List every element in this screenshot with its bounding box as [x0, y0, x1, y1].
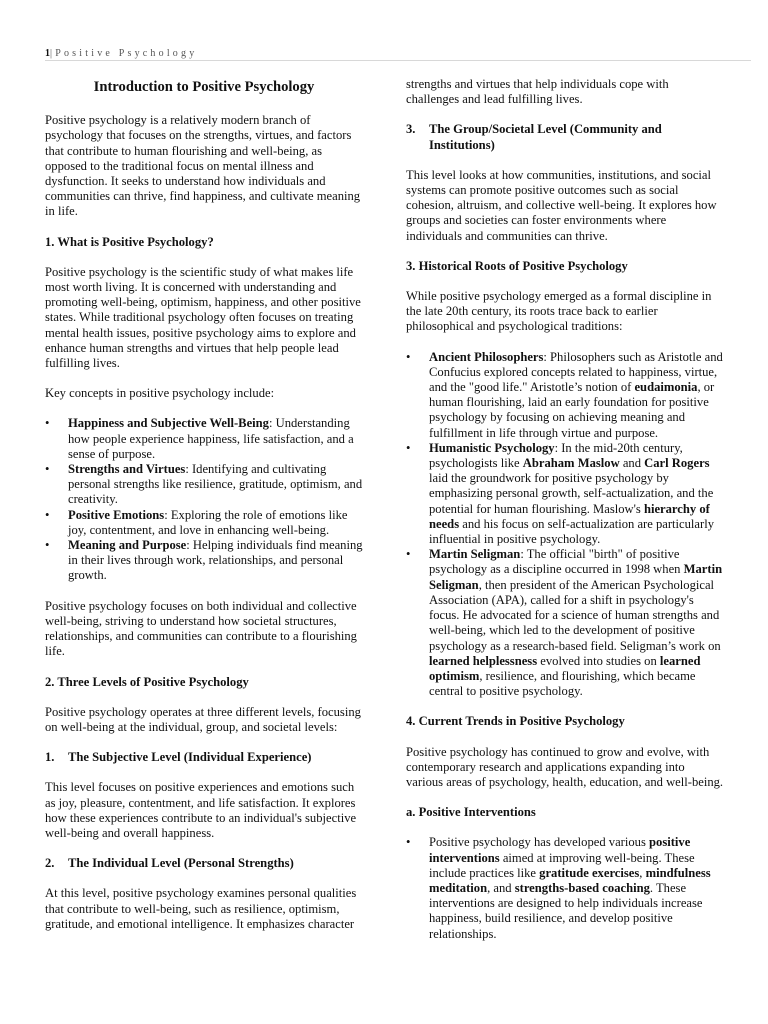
bold-term: Positive Emotions: [68, 507, 165, 522]
left-column: [45, 77, 363, 932]
list-text: : The official "birth" of positive psychology as a discipline occurred in 1998 when: [429, 547, 684, 577]
page-header: [45, 46, 751, 61]
list-item: [406, 835, 724, 941]
intro-paragraph: Positive psychology is a relatively modern branch of psychology that focuses on the strengths, virtues, and factors that contribute to human flourishing and well-being, as opposed to the traditional focus on mental illness and dysfunction. It seeks to understand how individuals and communities can thrive, find happiness, and cultivate meaning in life.: [45, 113, 361, 219]
level-2-paragraph: At this level, positive psychology examines personal qualities that contribute to well-being, such as resilience, optimism, gratitude, and emotional intelligence. It emphasizes character: [45, 886, 357, 931]
section-4-paragraph: Positive psychology has continued to grow and evolve, with contemporary research and applications expanding into various areas of psychology, health, education, and well-being.: [406, 744, 724, 789]
level-3-paragraph: This level looks at how communities, institutions, and social systems can promote positive outcomes such as social cohesion, altruism, and collective well-being. It explores how groups and societies can foster environments where individuals and communities can thrive.: [406, 167, 717, 243]
historical-roots-list: [406, 350, 724, 700]
list-item: [406, 350, 724, 441]
level-1-heading: 1. The Subjective Level (Individual Experience): [45, 750, 312, 765]
level-2-continuation: strengths and virtues that help individuals cope with challenges and lead fulfilling lives.: [406, 77, 669, 107]
list-text: : Exploring the role of emotions like joy, contentment, and love in enhancing well-being.: [68, 507, 348, 537]
bold-term: strengths-based coaching: [514, 880, 650, 895]
list-text: : Understanding how people experience happiness, life satisfaction, and a sense of purpose.: [68, 416, 354, 461]
header-separator: |: [50, 48, 56, 59]
header-rule: [45, 60, 751, 61]
bold-term: Abraham Maslow: [522, 456, 620, 471]
bullet-icon: •: [406, 547, 411, 562]
list-text: ,: [639, 865, 646, 880]
list-text: and: [619, 456, 645, 471]
list-text: . These interventions are designed to help individuals increase happiness, build resilience, and develop positive relationships.: [429, 880, 703, 941]
bold-term: Humanistic Psychology: [429, 440, 555, 455]
list-text: : Helping individuals find meaning in their lives through work, relationships, and personal growth.: [68, 538, 363, 583]
list-text: , then president of the American Psychological Association (APA), called for a shift in psychology's focus. He advocated for a science of human strengths and well-being, which led to the development of positive psychology as a research-based field. Seligman’s work on: [429, 577, 721, 653]
list-item: [45, 538, 363, 584]
section-4-heading: 4. Current Trends in Positive Psychology: [406, 714, 625, 729]
bold-term: mindfulness meditation: [429, 865, 711, 895]
section-1-heading: 1. What is Positive Psychology?: [45, 234, 214, 249]
document-title: Introduction to Positive Psychology: [93, 79, 315, 95]
list-text: , or human flourishing, laid an early foundation for positive psychology by focusing on achieving meaning and fulfillment in life through virtue and purpose.: [429, 380, 715, 440]
bold-term: Happiness and Subjective Well-Being: [68, 416, 269, 431]
bold-term: learned helplessness: [429, 653, 538, 668]
list-item: [45, 508, 363, 538]
list-item: [45, 416, 363, 462]
bullet-icon: •: [45, 507, 50, 522]
bullet-icon: •: [45, 416, 50, 431]
bold-term: gratitude exercises: [539, 865, 640, 880]
bold-term: Meaning and Purpose: [68, 538, 187, 553]
list-item: [406, 441, 724, 547]
bullet-icon: •: [45, 538, 50, 553]
bold-term: hierarchy of needs: [429, 501, 710, 531]
bold-term: Martin Seligman: [429, 547, 521, 562]
section-4a-heading: a. Positive Interventions: [406, 805, 536, 820]
level-3-heading: 3. The Group/Societal Level (Community and Institutions): [406, 122, 662, 152]
bold-term: Strengths and Virtues: [68, 462, 186, 477]
list-text: : Identifying and cultivating personal strengths like resilience, gratitude, optimism, and creativity.: [68, 462, 363, 507]
bold-term: learned optimism: [429, 653, 701, 683]
key-concepts-list: [45, 416, 363, 583]
list-text: : In the mid-20th century, psychologists like: [429, 440, 683, 471]
bold-term: Carl Rogers: [644, 456, 710, 471]
interventions-list: [406, 835, 724, 941]
list-text: , resilience, and flourishing, which became central to positive psychology.: [429, 668, 696, 699]
running-title: Positive Psychology: [55, 48, 198, 59]
section-3-heading: 3. Historical Roots of Positive Psychology: [406, 258, 628, 273]
section-2-paragraph: Positive psychology operates at three different levels, focusing on well-being at the individual, group, and societal levels:: [45, 704, 361, 734]
section-3-paragraph: While positive psychology emerged as a formal discipline in the late 20th century, its roots trace back to earlier philosophical and psychological traditions:: [406, 289, 712, 334]
page-number: 1: [45, 48, 50, 59]
section-1-closing: Positive psychology focuses on both individual and collective well-being, striving to understand how societal structures, relationships, and communities can contribute to a flourishing life.: [45, 598, 357, 659]
bold-term: eudaimonia: [634, 380, 698, 395]
list-text: and his focus on self-actualization are particularly influential in positive psychology.: [429, 516, 715, 547]
section-1-paragraph: Positive psychology is the scientific study of what makes life most worth living. It is concerned with understanding and promoting well-being, optimism, happiness, and other positive states. While traditional psychology often focuses on treating mental health issues, positive psychology aims to explore and enhance human strengths and virtues that help people lead fulfilling lives.: [45, 264, 361, 371]
bold-term: Martin Seligman: [429, 562, 723, 592]
bullet-icon: •: [406, 835, 411, 850]
right-column: [406, 77, 724, 942]
bullet-icon: •: [406, 440, 411, 455]
list-text: Positive psychology has developed various: [429, 835, 650, 850]
list-item: [406, 547, 724, 699]
bullet-icon: •: [406, 349, 411, 364]
bold-term: Ancient Philosophers: [429, 349, 544, 364]
bold-term: positive interventions: [429, 835, 691, 865]
list-text: aimed at improving well-being. These include practices like: [429, 850, 695, 880]
level-2-heading: 2. The Individual Level (Personal Strengths): [45, 856, 294, 871]
section-2-heading: 2. Three Levels of Positive Psychology: [45, 674, 249, 689]
list-item: [45, 462, 363, 508]
bullet-icon: •: [45, 462, 50, 477]
list-text: evolved into studies on: [537, 653, 660, 668]
list-text: : Philosophers such as Aristotle and Confucius explored concepts related to happiness, virtue, and the "good life." Aristotle’s notion of: [429, 349, 723, 395]
level-1-paragraph: This level focuses on positive experiences and emotions such as joy, pleasure, contentment, and life satisfaction. It explores how these experiences contribute to an individual's subjective well-being and overall happiness.: [45, 780, 357, 840]
list-text: laid the groundwork for positive psychology by emphasizing personal growth, self-actualization, and the potential for human flourishing. Maslow's: [429, 471, 714, 516]
list-text: , and: [487, 880, 515, 895]
key-concepts-intro: Key concepts in positive psychology include:: [45, 386, 275, 401]
